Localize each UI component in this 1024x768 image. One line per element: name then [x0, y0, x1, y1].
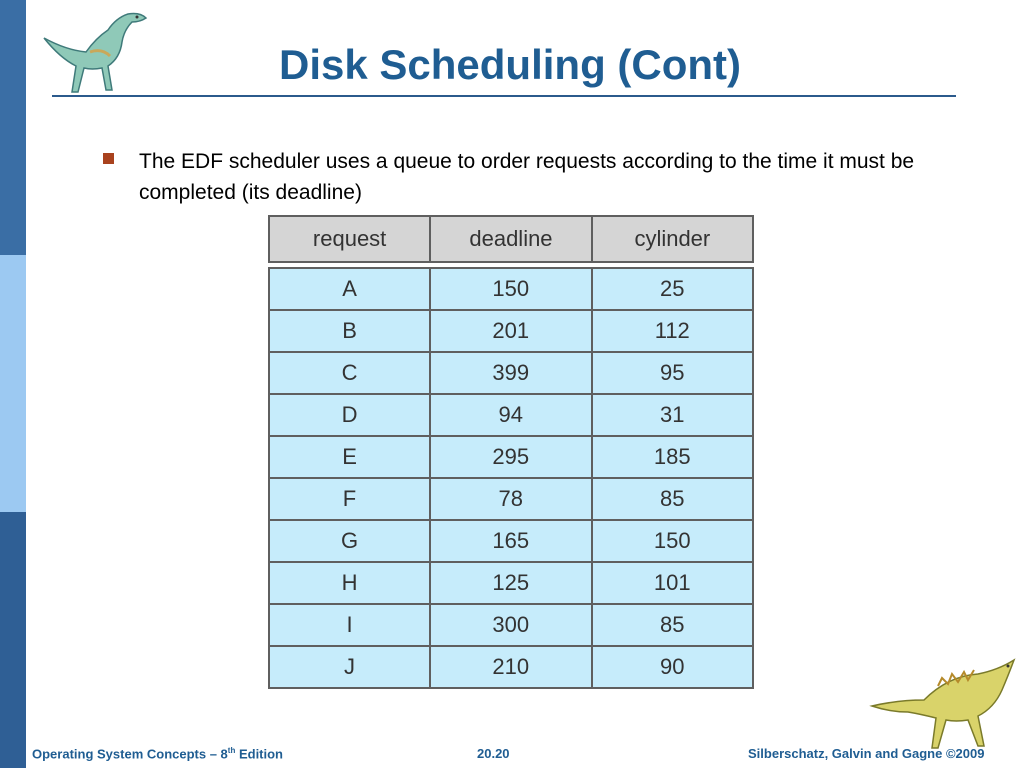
deadline-cell: 78 — [430, 478, 591, 520]
request-cell: E — [269, 436, 430, 478]
cylinder-cell: 185 — [592, 436, 753, 478]
request-cell: F — [269, 478, 430, 520]
request-cell: D — [269, 394, 430, 436]
table-row — [269, 478, 753, 520]
request-cell: I — [269, 604, 430, 646]
header-cylinder: cylinder — [592, 216, 753, 262]
cylinder-cell: 95 — [592, 352, 753, 394]
left-band-bottom — [0, 512, 26, 768]
cylinder-cell: 101 — [592, 562, 753, 604]
table-row — [269, 436, 753, 478]
table-row — [269, 604, 753, 646]
deadline-cell: 201 — [430, 310, 591, 352]
cylinder-cell: 31 — [592, 394, 753, 436]
cylinder-cell: 85 — [592, 478, 753, 520]
request-cell: A — [269, 268, 430, 310]
cylinder-cell: 85 — [592, 604, 753, 646]
cylinder-cell: 25 — [592, 268, 753, 310]
left-band-middle — [0, 255, 26, 512]
dinosaur-illustration-top — [36, 8, 156, 96]
table-row — [269, 394, 753, 436]
cylinder-cell: 112 — [592, 310, 753, 352]
request-cell: B — [269, 310, 430, 352]
header-deadline: deadline — [430, 216, 592, 262]
table-row — [269, 352, 753, 394]
table-row — [269, 646, 753, 688]
request-cell: H — [269, 562, 430, 604]
deadline-cell: 295 — [430, 436, 591, 478]
header-row — [269, 216, 753, 262]
dinosaur-illustration-bottom — [868, 656, 1018, 752]
request-cell: J — [269, 646, 430, 688]
deadline-cell: 210 — [430, 646, 591, 688]
footer-page-number: 20.20 — [477, 746, 510, 761]
table-row — [269, 520, 753, 562]
left-band-top — [0, 0, 26, 255]
cylinder-cell: 150 — [592, 520, 753, 562]
deadline-cell: 300 — [430, 604, 591, 646]
footer-book-title: Operating System Concepts – 8th Edition — [32, 746, 284, 762]
deadline-cell: 399 — [430, 352, 591, 394]
table-row — [269, 268, 753, 310]
slide-title: Disk Scheduling (Cont) — [279, 41, 741, 88]
bullet-text: The EDF scheduler uses a queue to order requests according to the time it must be completed (its deadline) — [139, 150, 915, 204]
table-row — [269, 562, 753, 604]
deadline-cell: 165 — [430, 520, 591, 562]
header-request: request — [269, 216, 430, 262]
deadline-cell: 94 — [430, 394, 591, 436]
request-cell: C — [269, 352, 430, 394]
table-header — [268, 215, 754, 263]
request-cell: G — [269, 520, 430, 562]
deadline-cell: 150 — [430, 268, 591, 310]
request-table — [268, 267, 754, 689]
table-row — [269, 310, 753, 352]
deadline-cell: 125 — [430, 562, 591, 604]
bullet-square-icon — [103, 153, 114, 164]
footer-copyright: Silberschatz, Galvin and Gagne ©2009 — [748, 746, 985, 761]
cylinder-cell: 90 — [592, 646, 753, 688]
title-divider — [52, 95, 956, 97]
